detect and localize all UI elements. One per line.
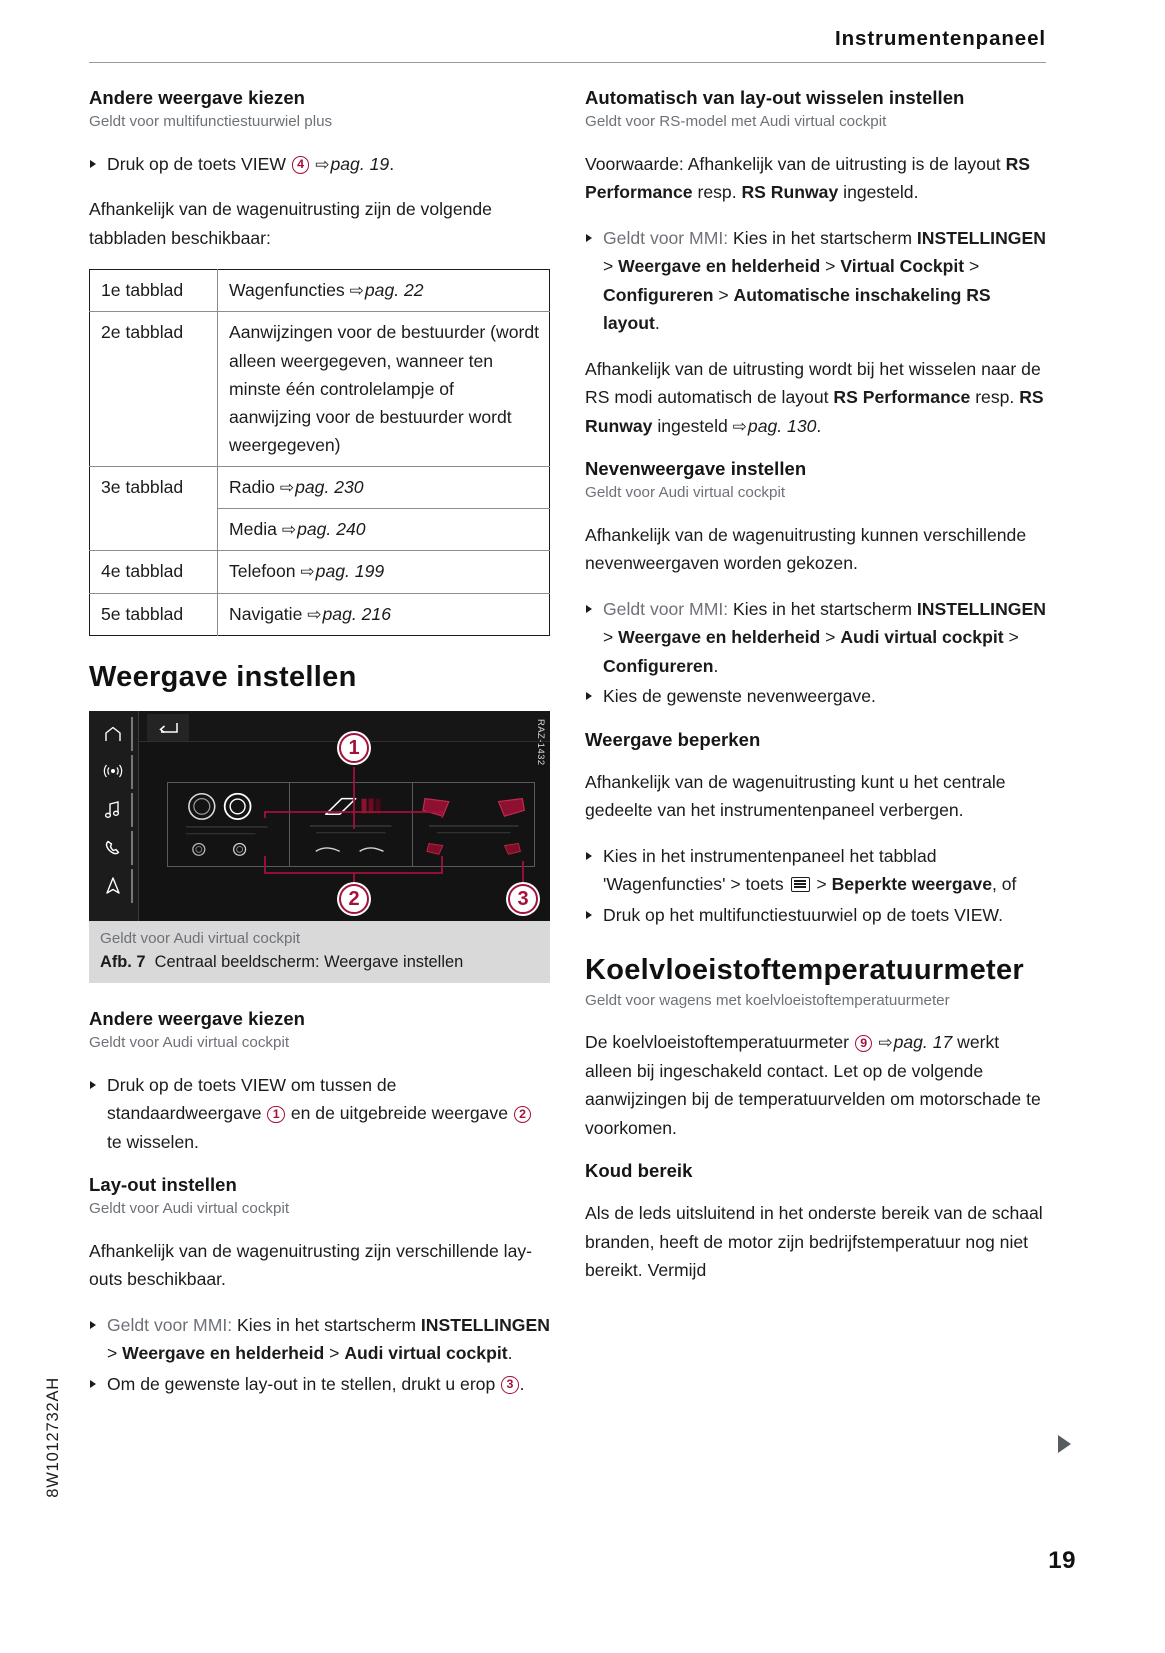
menu-path-item: Virtual Cockpit (840, 256, 965, 277)
reference-arrow-icon: ⇨ (300, 562, 314, 582)
page-reference: ⇨ pag. 230 (279, 477, 364, 498)
left-column (89, 86, 550, 1398)
table-row (90, 270, 550, 312)
step-item: Kies in het instrumentenpaneel het tabblad 'Wagenfuncties' > toets > Beperkte weergave, of (585, 842, 1046, 899)
menu-path-item: Configureren (603, 284, 714, 305)
radio-waves-icon (95, 755, 133, 789)
menu-path-item: Weergave en helderheid (122, 1343, 325, 1364)
applies-note-3: Geldt voor Audi virtual cockpit (89, 1200, 290, 1218)
reference-arrow-icon: ⇨ (349, 281, 363, 301)
table-cell-desc: Wagenfuncties ⇨ pag. 22 (218, 270, 550, 312)
heading-weergave-beperken: Weergave beperken (585, 728, 761, 750)
table-row (90, 551, 550, 593)
step-list-r3 (585, 842, 1046, 930)
header-title: Instrumentenpaneel (835, 27, 1046, 50)
applies-note-r4: Geldt voor wagens met koelvloeistoftemperatuurmeter (585, 991, 950, 1009)
menu-path-item: INSTELLINGEN (420, 1314, 550, 1335)
table-cell-tab: 1e tabblad (90, 270, 218, 312)
menu-path-item: Audi virtual cockpit (344, 1343, 508, 1364)
reference-arrow-icon: ⇨ (279, 478, 294, 498)
layout-preview-extended (290, 783, 412, 866)
heading-automatisch-lay-out-wisselen: Automatisch van lay-out wisselen instellen (585, 87, 965, 108)
step-item: Geldt voor MMI: Kies in het startscherm INSTELLINGEN > Weergave en helderheid > Virtual Cockpit > Configureren > Automatische inschakeling RS layout. (585, 224, 1046, 338)
reference-arrow-icon: ⇨ (281, 520, 296, 540)
step-list-1 (89, 150, 550, 179)
figure-screen-image (89, 711, 550, 921)
step-item: Om de gewenste lay-out in te stellen, drukt u erop 3 . (89, 1370, 550, 1399)
paragraph-koud-bereik: Als de leds uitsluitend in het onderste bereik van de schaal branden, heeft de motor zijn bedrijfstemperatuur nog niet bereikt. Vermijd (585, 1203, 1043, 1281)
page-reference: ⇨ pag. 216 (307, 603, 391, 624)
home-icon (95, 717, 133, 751)
heading-lay-out-instellen: Lay-out instellen (89, 1174, 237, 1196)
step-list-3 (89, 1311, 550, 1399)
menu-path-item: Configureren (603, 655, 714, 676)
step-text-pre: Druk op de toets VIEW (107, 153, 291, 174)
paragraph-verbergen: Afhankelijk van de wagenuitrusting kunt u het centrale gedeelte van het instrumentenpaneel verbergen. (585, 771, 1006, 821)
heading-koud-bereik: Koud bereik (585, 1160, 693, 1182)
layout-preview-rs (413, 783, 534, 866)
list-key-icon (791, 877, 810, 892)
table-cell-tab: 5e tabblad (90, 593, 218, 635)
figure-applies-note: Geldt voor Audi virtual cockpit (100, 930, 301, 948)
menu-path-item: Weergave en helderheid (618, 627, 821, 648)
figure-callout-2: 2 (339, 884, 369, 914)
right-column (585, 86, 1046, 1285)
figure-callout-3: 3 (508, 884, 538, 914)
reference-arrow-icon: ⇨ (307, 604, 321, 624)
mmi-label: Geldt voor MMI: (603, 598, 729, 619)
layout-name: RS Runway (585, 387, 1044, 436)
heading-andere-weergave-kiezen-1: Andere weergave kiezen (89, 87, 306, 108)
callout-number: 2 (514, 1106, 532, 1124)
page-reference: ⇨ pag. 199 (300, 561, 385, 582)
figure-caption-line (100, 951, 539, 973)
table-cell-tab: 4e tabblad (90, 551, 218, 593)
mmi-label: Geldt voor MMI: (107, 1314, 233, 1335)
bullet-triangle-icon (90, 1380, 96, 1388)
layout-name: RS Runway (741, 182, 839, 203)
step-item: Geldt voor MMI: Kies in het startscherm INSTELLINGEN > Weergave en helderheid > Audi virtual cockpit > Configureren. (585, 595, 1046, 681)
document-code: 8W1012732AH (44, 1377, 62, 1498)
table-row (90, 593, 550, 635)
page-reference: ⇨ pag. 17 (878, 1032, 953, 1053)
page-reference: ⇨ pag. 22 (349, 280, 424, 301)
step-list-r1 (585, 224, 1046, 338)
heading-andere-weergave-kiezen-2: Andere weergave kiezen (89, 1007, 306, 1029)
callout-number: 1 (267, 1106, 285, 1124)
table-cell-tab: 3e tabblad (90, 467, 218, 551)
reference-arrow-icon: ⇨ (878, 1033, 892, 1053)
page-reference: ⇨ pag. 240 (281, 519, 366, 540)
table-cell-desc: Media ⇨ pag. 240 (218, 509, 550, 551)
figure-caption-text: Centraal beeldscherm: Weergave instellen (154, 952, 464, 971)
table-cell-desc: Navigatie ⇨ pag. 216 (229, 603, 391, 624)
bullet-triangle-icon (586, 234, 592, 242)
applies-note-1: Geldt voor multifunctiestuurwiel plus (89, 113, 333, 131)
paragraph-rs-modi: Afhankelijk van de uitrusting wordt bij het wisselen naar de RS modi automatisch de layout RS Performance resp. RS Runway ingesteld ⇨ pag. 130. (585, 358, 1044, 436)
layout-name: RS Performance (585, 153, 1031, 203)
continuation-arrow-icon (1058, 1435, 1071, 1453)
step-item (89, 150, 550, 179)
bullet-triangle-icon (90, 1081, 96, 1089)
menu-path-item: Beperkte weergave (831, 874, 992, 895)
step-list-2 (89, 1071, 550, 1157)
paragraph-layouts: Afhankelijk van de wagenuitrusting zijn verschillende lay-outs beschikbaar. (89, 1240, 533, 1290)
music-note-icon (95, 793, 133, 827)
figure-number-label: Afb. 7 (100, 952, 146, 971)
layout-preview-panels (167, 782, 535, 867)
table-cell-desc: Radio ⇨ pag. 230 (218, 467, 550, 509)
reference-arrow-icon: ⇨ (315, 154, 329, 174)
page-reference: ⇨ pag. 19 (315, 153, 390, 174)
bullet-triangle-icon (90, 1321, 96, 1329)
menu-path-item: INSTELLINGEN (916, 227, 1046, 248)
step-item: Kies de gewenste nevenweergave. (585, 682, 1046, 711)
table-cell-desc: Telefoon ⇨ pag. 199 (218, 551, 550, 593)
page-number: 19 (1048, 1547, 1076, 1574)
figure-7 (89, 711, 550, 983)
bullet-triangle-icon (586, 692, 592, 700)
step-item: Geldt voor MMI: Kies in het startscherm INSTELLINGEN > Weergave en helderheid > Audi virtual cockpit. (89, 1311, 550, 1368)
mmi-label: Geldt voor MMI: (603, 227, 729, 248)
figure-image-code: RAZ-1432 (535, 719, 546, 766)
step-item: Druk op het multifunctiestuurwiel op de toets VIEW. (585, 901, 1046, 930)
layout-preview-standard (168, 783, 290, 866)
bullet-triangle-icon (586, 911, 592, 919)
navigation-arrow-icon (95, 869, 133, 903)
heading-nevenweergave-instellen: Nevenweergave instellen (585, 458, 807, 480)
figure-caption (89, 921, 550, 983)
bullet-triangle-icon (586, 852, 592, 860)
bullet-triangle-icon (586, 605, 592, 613)
layout-name: RS Performance (833, 387, 971, 408)
paragraph-nevenweergaven: Afhankelijk van de wagenuitrusting kunnen verschillende nevenweergaven worden gekozen. (585, 524, 1027, 574)
menu-path-item: Weergave en helderheid (618, 256, 821, 277)
reference-arrow-icon: ⇨ (732, 416, 746, 436)
callout-number: 4 (292, 156, 310, 174)
menu-path-item: INSTELLINGEN (916, 598, 1046, 619)
step-list-r2 (585, 595, 1046, 711)
table-row (90, 312, 550, 467)
callout-number: 9 (855, 1035, 873, 1053)
callout-number: 3 (501, 1376, 519, 1394)
paragraph-voorwaarde: Voorwaarde: Afhankelijk van de uitrusting is de layout RS Performance resp. RS Runway ingesteld. (585, 153, 1031, 203)
menu-path-item: Audi virtual cockpit (840, 627, 1004, 648)
page-header (89, 28, 1046, 51)
applies-note-r2: Geldt voor Audi virtual cockpit (585, 484, 786, 502)
paragraph-koelvloeistof: De koelvloeistoftemperatuurmeter 9 ⇨ pag. 17 werkt alleen bij ingeschakeld contact. Let op de volgende aanwijzingen bij de temperatuurvelden om motorschade te voorkomen. (585, 1032, 1041, 1138)
chapter-heading-koelvloeistoftemperatuurmeter: Koelvloeistoftemperatuurmeter (585, 954, 1024, 987)
chapter-heading-weergave-instellen: Weergave instellen (89, 660, 357, 693)
table-cell-desc: Aanwijzingen voor de bestuurder (wordt alleen weergegeven, wanneer ten minste één controlelampje of aanwijzing voor de bestuurder wordt weergegeven) (218, 312, 550, 467)
figure-callout-1: 1 (339, 733, 369, 763)
header-divider (89, 62, 1046, 63)
back-arrow-icon (147, 714, 189, 741)
bullet-triangle-icon (90, 160, 96, 168)
step-item: Druk op de toets VIEW om tussen de standaardweergave 1 en de uitgebreide weergave 2 te wisselen. (89, 1071, 550, 1157)
table-cell-tab: 2e tabblad (90, 312, 218, 467)
table-row (90, 467, 550, 509)
tabbladen-table (89, 269, 550, 636)
step-text-post: . (389, 153, 395, 174)
paragraph-tabbladen-intro: Afhankelijk van de wagenuitrusting zijn de volgende tabbladen beschikbaar: (89, 199, 492, 248)
menu-path-item: Automatische inschakeling RS layout (603, 284, 991, 334)
phone-icon (95, 831, 133, 865)
applies-note-2: Geldt voor Audi virtual cockpit (89, 1034, 290, 1052)
page-reference: ⇨ pag. 130 (732, 415, 817, 436)
applies-note-r1: Geldt voor RS-model met Audi virtual cockpit (585, 113, 887, 131)
